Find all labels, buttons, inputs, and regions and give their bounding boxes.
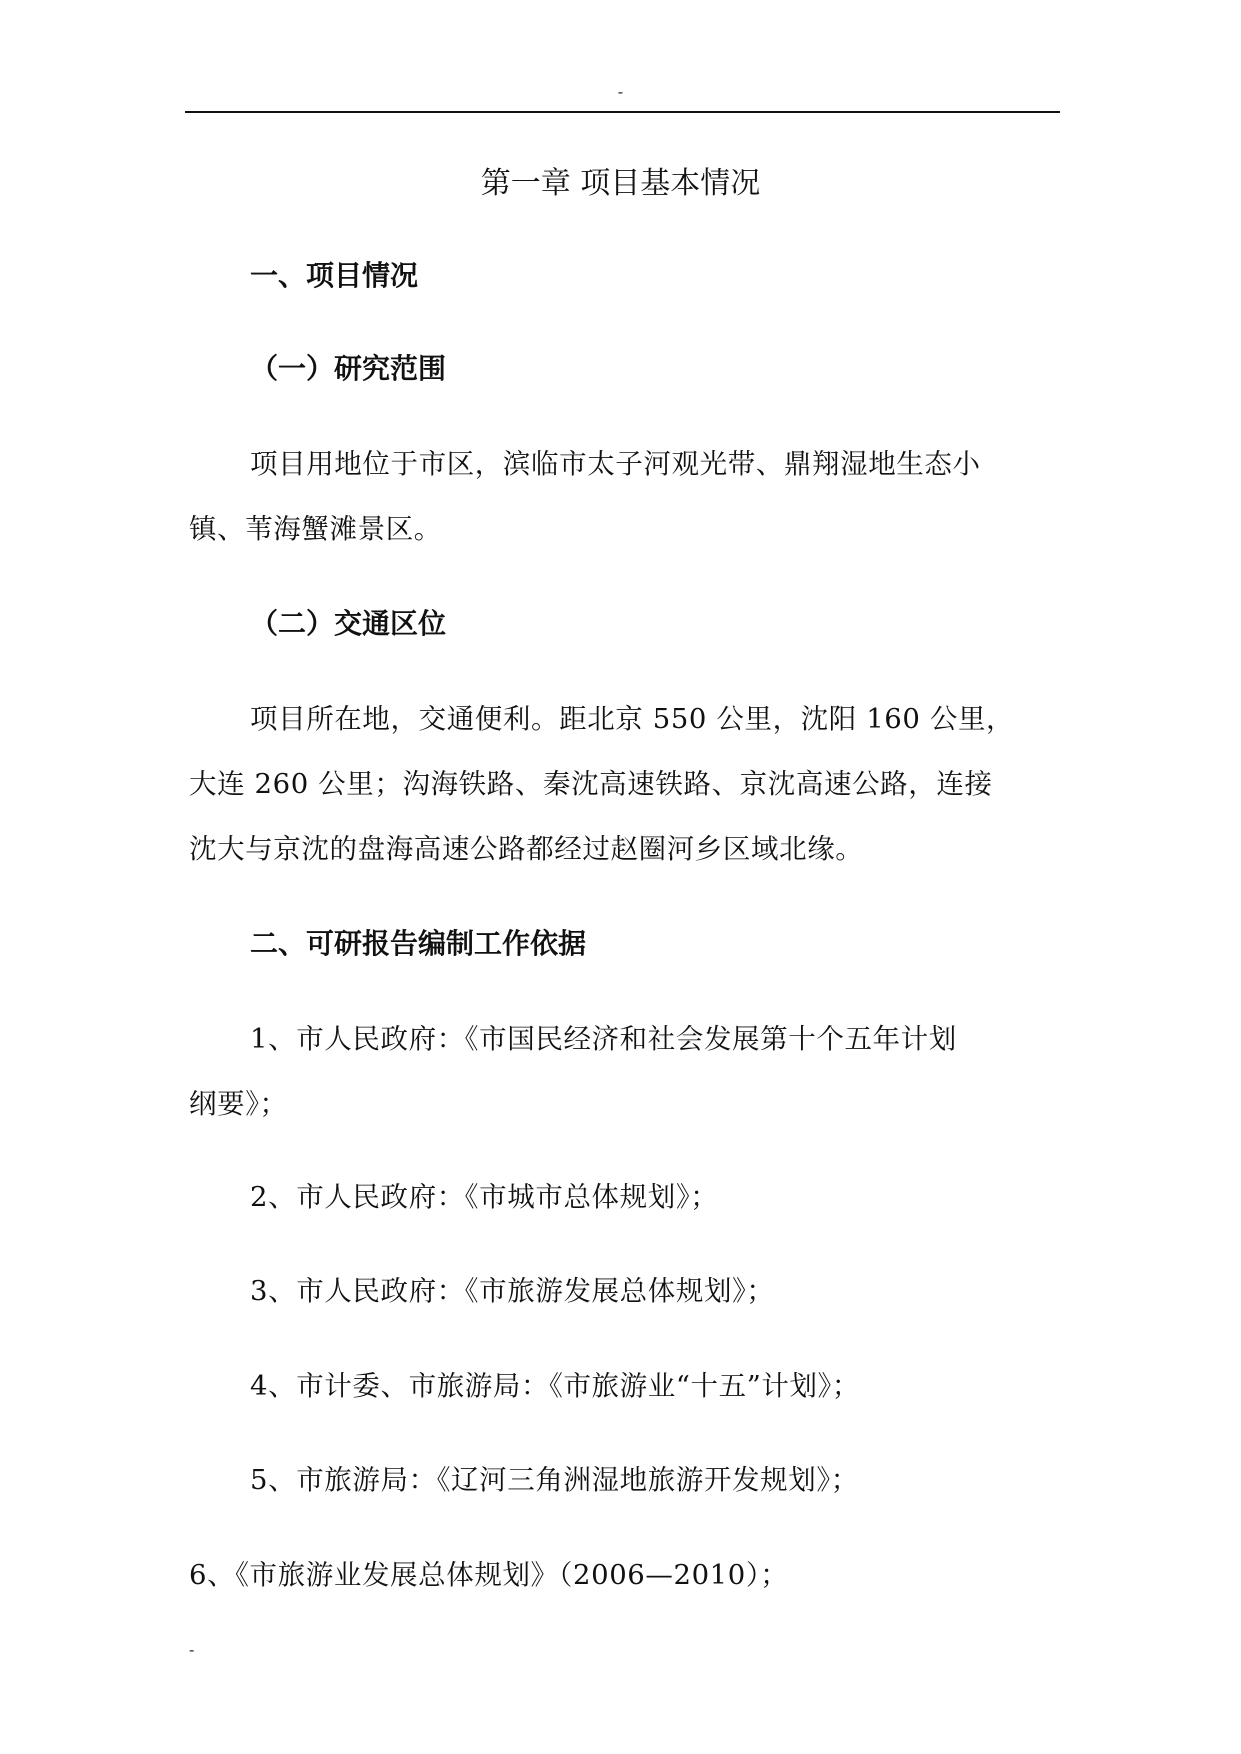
subsection-heading-traffic: （二）交通区位 [250, 607, 447, 640]
basis-item-2: 2、市人民政府：《市城市总体规划》； [250, 1181, 719, 1213]
basis-item-1: 1、市人民政府：《市国民经济和社会发展第十个五年计划 [250, 1023, 957, 1055]
header-mark: - [617, 82, 624, 101]
basis-item-3: 3、市人民政府：《市旅游发展总体规划》； [250, 1275, 775, 1307]
paragraph-line: 沈大与京沈的盘海高速公路都经过赵圈河乡区域北缘。 [189, 833, 864, 865]
paragraph-line: 项目所在地，交通便利。距北京 550 公里，沈阳 160 公里， [250, 703, 1015, 735]
basis-item-6: 6、《市旅游业发展总体规划》（2006—2010）； [189, 1559, 789, 1591]
paragraph-line: 镇、苇海蟹滩景区。 [189, 513, 442, 545]
footer-mark: - [189, 1640, 195, 1659]
header-rule [185, 111, 1060, 113]
section-heading-project: 一、项目情况 [250, 259, 419, 292]
basis-item-4: 4、市计委、市旅游局：《市旅游业“十五”计划》； [250, 1370, 861, 1402]
section-heading-basis: 二、可研报告编制工作依据 [250, 927, 587, 960]
basis-item-1-continued: 纲要》； [189, 1088, 288, 1120]
subsection-heading-scope: （一）研究范围 [250, 352, 447, 385]
basis-item-5: 5、市旅游局：《辽河三角洲湿地旅游开发规划》； [250, 1464, 859, 1496]
chapter-title: 第一章 项目基本情况 [480, 166, 761, 201]
paragraph-line: 大连 260 公里；沟海铁路、秦沈高速铁路、京沈高速公路，连接 [189, 768, 993, 800]
paragraph-line: 项目用地位于市区，滨临市太子河观光带、鼎翔湿地生态小 [250, 448, 981, 480]
